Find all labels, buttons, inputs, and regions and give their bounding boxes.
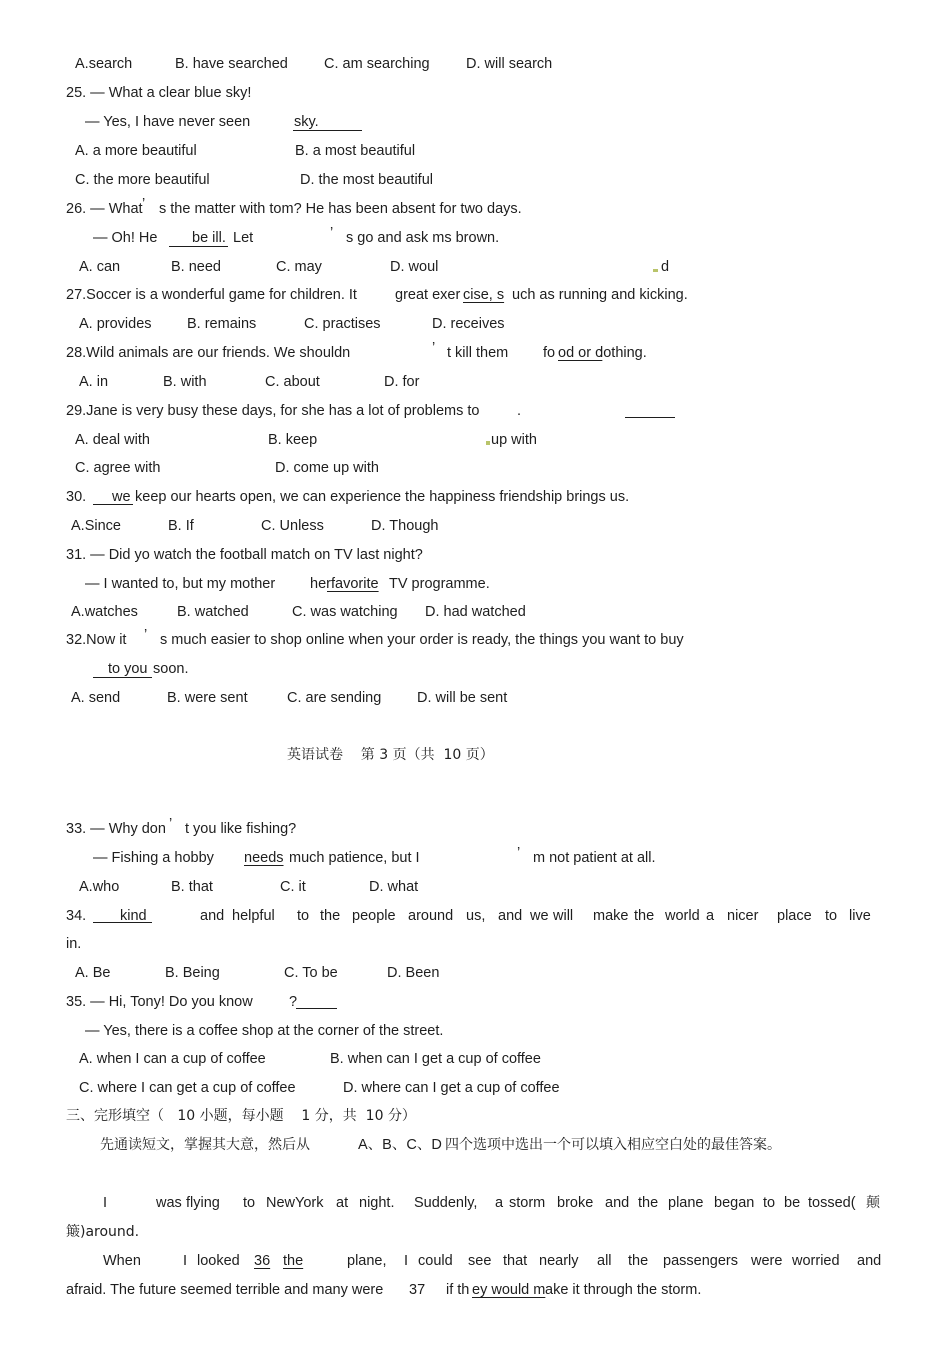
q34-line2: in. <box>66 936 82 952</box>
passage-word: and <box>605 1195 630 1211</box>
q35-option-b: B. when can I get a cup of coffee <box>330 1051 541 1067</box>
passage-p2-line2-d: ake it through the storm. <box>545 1282 702 1298</box>
q24-option-c: C. am searching <box>324 56 430 72</box>
q31-reply-c: favorite <box>327 576 379 592</box>
passage-word: looked <box>197 1253 240 1269</box>
passage-word: Suddenly, <box>414 1195 478 1211</box>
q30-option-a: A.Since <box>71 518 121 534</box>
passage-word: could <box>418 1253 453 1269</box>
q26-apostrophe: ’ <box>142 196 146 212</box>
passage-word: began <box>714 1195 755 1211</box>
q29-option-a: A. deal with <box>75 432 150 448</box>
q27-option-d: D. receives <box>432 316 505 332</box>
passage-word: were <box>751 1253 783 1269</box>
q34-word: the <box>320 908 341 924</box>
q32-stem-b: s much easier to shop online when your order is ready, the things you want to buy <box>160 632 684 648</box>
q34-word: around <box>408 908 454 924</box>
passage-word: was <box>156 1195 182 1211</box>
q35-option-a: A. when I can a cup of coffee <box>79 1051 266 1067</box>
passage-p2-line2-b: if th <box>446 1282 470 1298</box>
passage-word: all <box>597 1253 612 1269</box>
q35-answer-blank <box>296 1008 337 1009</box>
q26-reply-apostrophe: ’ <box>330 225 334 241</box>
q26-reply-c: Let <box>233 230 254 246</box>
q29-option-c: C. agree with <box>75 460 161 476</box>
q31-option-b: B. watched <box>177 604 249 620</box>
q35-stem-a: 35. — Hi, Tony! Do you know <box>66 994 253 1010</box>
passage-word: and <box>857 1253 882 1269</box>
passage-word: a <box>495 1195 504 1211</box>
q32-line2-b: soon. <box>153 661 189 677</box>
passage-p2-line2-a: afraid. The future seemed terrible and many were <box>66 1282 384 1298</box>
passage-word: the <box>628 1253 649 1269</box>
q30-stem: keep our hearts open, we can experience the happiness friendship brings us. <box>135 489 630 505</box>
q34-word: and <box>498 908 523 924</box>
passage-word: 颠 <box>866 1195 880 1211</box>
q25-option-b: B. a most beautiful <box>295 143 416 159</box>
q31-stem: 31. — Did yo watch the football match on TV last night? <box>66 547 423 563</box>
passage-word: the <box>283 1253 304 1269</box>
q27-stem-c: cise, s <box>463 287 505 303</box>
q28-option-b: B. with <box>163 374 207 390</box>
q33-stem-b: t you like fishing? <box>185 821 297 837</box>
q28-stem-d: od or c <box>558 345 603 361</box>
passage-word: tossed( <box>808 1195 856 1211</box>
q26-reply-d: s go and ask ms brown. <box>346 230 500 246</box>
q34-word: people <box>352 908 396 924</box>
scan-mark <box>653 269 658 272</box>
q30-option-c: C. Unless <box>261 518 324 534</box>
q29-stem-end: . <box>517 403 522 419</box>
section3-instruction-a: 先通读短文，掌握其大意，然后从 <box>100 1137 310 1153</box>
q29-option-b: B. keep <box>268 432 318 448</box>
q29-option-d: D. come up with <box>275 460 379 476</box>
q31-reply-b: her <box>310 576 331 592</box>
q34-word: will <box>553 908 574 924</box>
passage-blank-37: 37 <box>409 1282 426 1298</box>
passage-word: I <box>404 1253 409 1269</box>
q31-option-d: D. had watched <box>425 604 526 620</box>
q34-word: place <box>777 908 812 924</box>
q32-stem-a: 32.Now it <box>66 632 127 648</box>
q26-reply-b: be ill. <box>192 230 226 246</box>
q34-word: a <box>706 908 715 924</box>
q35-option-d: D. where can I get a cup of coffee <box>343 1080 560 1096</box>
q34-word: world <box>665 908 700 924</box>
q34-word: and <box>200 908 225 924</box>
q34-word: to <box>825 908 838 924</box>
q26-stem-rest: s the matter with tom? He has been absent for two days. <box>159 201 522 217</box>
q34-option-c: C. To be <box>284 965 338 981</box>
q29-answer-blank <box>625 417 675 418</box>
q33-reply-d: m not patient at all. <box>533 850 656 866</box>
passage-word: flying <box>186 1195 220 1211</box>
q33-option-c: C. it <box>280 879 306 895</box>
q27-stem-a: 27.Soccer is a wonderful game for children. It <box>66 287 357 303</box>
q34-number: 34. <box>66 908 87 924</box>
passage-word: plane <box>668 1195 704 1211</box>
q34-word: us, <box>466 908 486 924</box>
q30-blank-word: we <box>112 489 131 505</box>
q24-option-d: D. will search <box>466 56 553 72</box>
q26-stray-d: d <box>661 259 670 275</box>
q33-reply-c: much patience, but I <box>289 850 420 866</box>
passage-word: worried <box>792 1253 840 1269</box>
q33-option-b: B. that <box>171 879 213 895</box>
q35-reply: — Yes, there is a coffee shop at the corner of the street. <box>85 1023 444 1039</box>
q24-option-a: A.search <box>75 56 133 72</box>
q28-stem-c: fo <box>543 345 556 361</box>
q28-stem-b: t kill them <box>447 345 509 361</box>
q32-option-b: B. were sent <box>167 690 248 706</box>
passage-word: at <box>336 1195 349 1211</box>
q25-option-a: A. a more beautiful <box>75 143 197 159</box>
q25-stem: 25. — What a clear blue sky! <box>66 85 252 101</box>
q34-word: nicer <box>727 908 759 924</box>
q31-reply-d: TV programme. <box>389 576 490 592</box>
q29-option-b-tail: up with <box>491 432 537 448</box>
q35-stem-b: ? <box>289 994 298 1010</box>
q34-word: helpful <box>232 908 275 924</box>
passage-word: nearly <box>539 1253 579 1269</box>
q33-option-a: A.who <box>79 879 120 895</box>
q33-reply-apostrophe: ’ <box>517 845 521 861</box>
passage-word: to <box>243 1195 256 1211</box>
passage-blank-36: 36 <box>254 1253 271 1269</box>
q34-option-d: D. Been <box>387 965 440 981</box>
passage-word: that <box>503 1253 528 1269</box>
q29-stem: 29.Jane is very busy these days, for she has a lot of problems to <box>66 403 480 419</box>
passage-word: storm <box>509 1195 546 1211</box>
q26-stem: 26. — What <box>66 201 143 217</box>
passage-word: the <box>638 1195 659 1211</box>
q31-option-c: C. was watching <box>292 604 398 620</box>
q27-stem-d: uch as running and kicking. <box>512 287 688 303</box>
scan-mark <box>486 441 490 445</box>
q33-option-d: D. what <box>369 879 419 895</box>
section3-instruction-c: 四个选项中选出一个可以填入相应空白处的最佳答案。 <box>445 1137 781 1153</box>
q33-reply-b: needs <box>244 850 284 866</box>
q32-option-c: C. are sending <box>287 690 382 706</box>
passage-word: When <box>103 1253 141 1269</box>
q27-option-b: B. remains <box>187 316 257 332</box>
q28-option-d: D. for <box>384 374 420 390</box>
q28-stem-a: 28.Wild animals are our friends. We shouldn <box>66 345 351 361</box>
passage-word: night. <box>359 1195 395 1211</box>
passage-word: NewYork <box>266 1195 324 1211</box>
q25-option-d: D. the most beautiful <box>300 172 433 188</box>
q26-option-a: A. can <box>79 259 121 275</box>
passage-p1-line2: 簸)around. <box>66 1224 140 1240</box>
section3-title: 三、完形填空（ 10 小题，每小题 1 分，共 10 分） <box>66 1108 416 1124</box>
q32-option-a: A. send <box>71 690 121 706</box>
q34-word: to <box>297 908 310 924</box>
q32-line2-a: to you <box>108 661 148 677</box>
q34-word: the <box>634 908 655 924</box>
passage-word: see <box>468 1253 492 1269</box>
q27-stem-b: great exer <box>395 287 461 303</box>
q34-word: we <box>530 908 549 924</box>
q33-reply-a: — Fishing a hobby <box>93 850 214 866</box>
q26-reply-a: — Oh! He <box>93 230 158 246</box>
passage-word: be <box>784 1195 801 1211</box>
section3-instruction-b: A、B、C、D <box>358 1137 442 1153</box>
passage-word: passengers <box>663 1253 738 1269</box>
q30-number: 30. <box>66 489 87 505</box>
q26-option-d: D. woul <box>390 259 439 275</box>
q32-apostrophe: ’ <box>144 627 148 643</box>
q27-option-a: A. provides <box>79 316 152 332</box>
q28-option-a: A. in <box>79 374 109 390</box>
q28-apostrophe: ’ <box>432 340 436 356</box>
q28-option-c: C. about <box>265 374 320 390</box>
passage-word: to <box>763 1195 776 1211</box>
q33-apostrophe: ’ <box>169 816 173 832</box>
q33-stem-a: 33. — Why don <box>66 821 166 837</box>
q31-option-a: A.watches <box>71 604 138 620</box>
passage-word: plane, <box>347 1253 387 1269</box>
q25-answer-blank <box>293 130 362 131</box>
q26-option-c: C. may <box>276 259 322 275</box>
passage-p2-line2-c: ey would m <box>472 1282 546 1298</box>
q25-option-c: C. the more beautiful <box>75 172 210 188</box>
q25-reply-tail: sky. <box>294 114 319 130</box>
q35-option-c: C. where I can get a cup of coffee <box>79 1080 296 1096</box>
page-footer: 英语试卷 第 3 页（共 10 页） <box>287 747 494 763</box>
passage-word: I <box>103 1195 108 1211</box>
q25-reply: — Yes, I have never seen <box>85 114 251 130</box>
q27-option-c: C. practises <box>304 316 381 332</box>
q34-option-a: A. Be <box>75 965 111 981</box>
q32-option-d: D. will be sent <box>417 690 508 706</box>
q34-option-b: B. Being <box>165 965 220 981</box>
q34-word: live <box>849 908 871 924</box>
q31-reply-a: — I wanted to, but my mother <box>85 576 276 592</box>
q28-stem-e: lothing. <box>600 345 647 361</box>
q34-blank-word: kind <box>120 908 147 924</box>
passage-word: I <box>183 1253 188 1269</box>
q24-option-b: B. have searched <box>175 56 288 72</box>
q30-option-b: B. If <box>168 518 194 534</box>
passage-word: broke <box>557 1195 594 1211</box>
q34-word: make <box>593 908 629 924</box>
q26-option-b: B. need <box>171 259 221 275</box>
q30-option-d: D. Though <box>371 518 439 534</box>
